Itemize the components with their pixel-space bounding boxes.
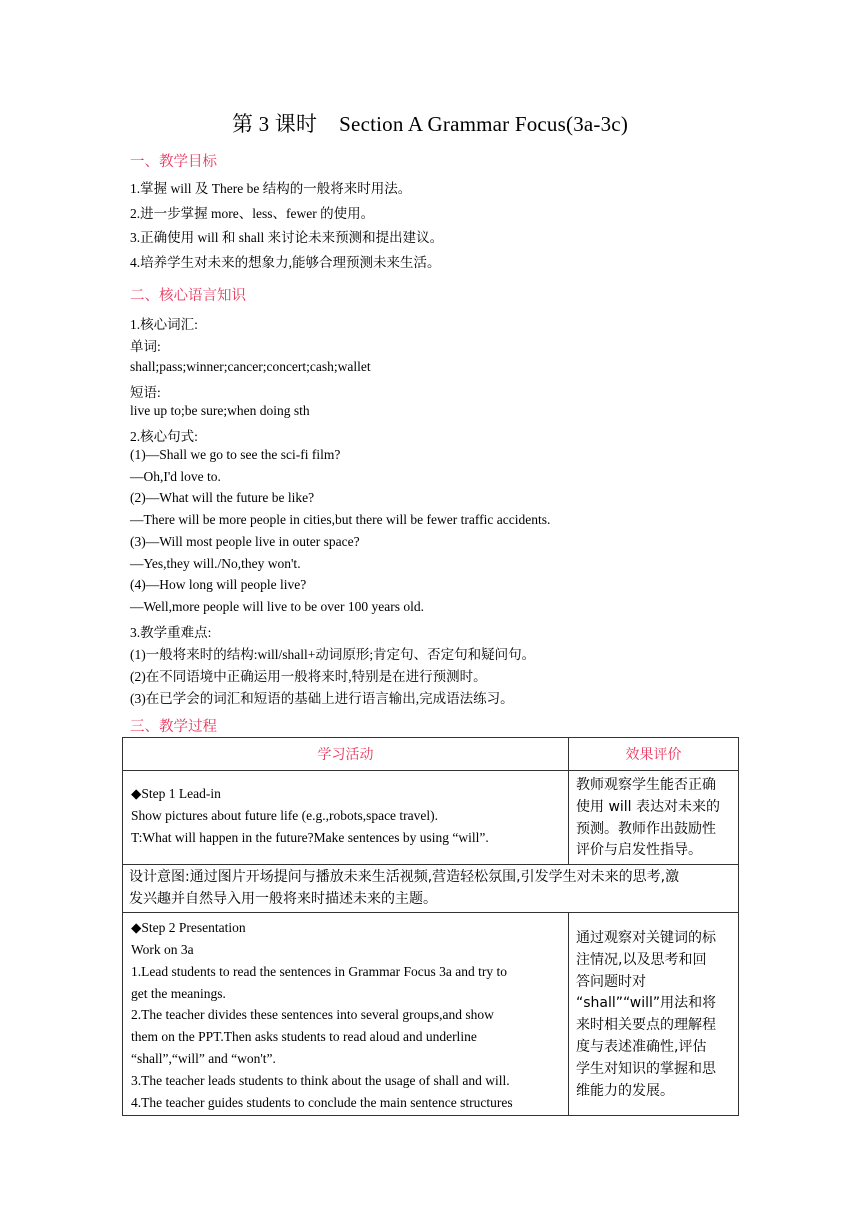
objective-item: 4.培养学生对未来的想象力,能够合理预测未来生活。 xyxy=(130,255,441,270)
step1-line: ◆Step 1 Lead-in xyxy=(131,786,221,801)
knowledge-line: live up to;be sure;when doing sth xyxy=(130,403,310,418)
step1-activity xyxy=(123,771,569,865)
column-header-evaluation: 效果评价 xyxy=(569,738,739,771)
knowledge-line: (1)一般将来时的结构:will/shall+动词原形;肯定句、否定句和疑问句。 xyxy=(130,647,536,662)
step2-eval-line: 通过观察对关键词的标 xyxy=(576,930,716,947)
knowledge-line: —There will be more people in cities,but there will be fewer traffic accidents. xyxy=(130,512,551,527)
section-heading-process: 三、教学过程 xyxy=(130,719,217,735)
step2-line: them on the PPT.Then asks students to read aloud and underline xyxy=(131,1029,477,1045)
step1-eval-line: 评价与启发性指导。 xyxy=(576,842,702,859)
teaching-process-table xyxy=(122,737,739,1116)
knowledge-line: 1.核心词汇: xyxy=(130,317,198,332)
knowledge-line: (1)—Shall we go to see the sci-fi film? xyxy=(130,447,341,462)
step2-line: 1.Lead students to read the sentences in Grammar Focus 3a and try to xyxy=(131,963,508,979)
design-intent xyxy=(123,865,739,913)
design-line: 设计意图:通过图片开场提问与播放未来生活视频,营造轻松氛围,引发学生对未来的思考,激 xyxy=(129,869,680,886)
step2-line: get the meanings. xyxy=(131,985,226,1001)
design-line: 发兴趣并自然导入用一般将来时描述未来的主题。 xyxy=(129,890,437,907)
step1-line: Show pictures about future life (e.g.,robots,space travel). xyxy=(131,807,439,823)
knowledge-line: (2)—What will the future be like? xyxy=(130,490,315,505)
lesson-section: Section A Grammar Focus(3a-3c) xyxy=(339,112,629,136)
knowledge-line: —Yes,they will./No,they won't. xyxy=(130,556,301,571)
table-row-step1 xyxy=(123,771,739,865)
step2-eval-line: 学生对知识的掌握和思 xyxy=(576,1060,716,1077)
knowledge-line: 3.教学重难点: xyxy=(130,625,212,640)
objective-item: 2.进一步掌握 more、less、fewer 的使用。 xyxy=(130,206,375,221)
step2-eval-line: 度与表述准确性,评估 xyxy=(576,1039,707,1056)
knowledge-line: 短语: xyxy=(130,385,161,400)
objective-item: 1.掌握 will 及 There be 结构的一般将来时用法。 xyxy=(130,181,412,196)
step2-eval-line: “shall”“will”用法和将 xyxy=(576,995,717,1012)
table-header-row xyxy=(123,738,739,771)
knowledge-line: (2)在不同语境中正确运用一般将来时,特别是在进行预测时。 xyxy=(130,669,487,684)
step2-activity xyxy=(123,913,569,1116)
step2-line: “shall”,“will” and “won't”. xyxy=(131,1050,276,1066)
step2-evaluation xyxy=(569,913,739,1116)
step2-line: 4.The teacher guides students to conclude the main sentence structures xyxy=(131,1094,513,1110)
step1-eval-line: 使用 will 表达对未来的 xyxy=(576,798,721,815)
section-heading-objectives: 一、教学目标 xyxy=(130,154,217,170)
step1-eval-line: 教师观察学生能否正确 xyxy=(576,777,716,793)
knowledge-line: —Oh,I'd love to. xyxy=(130,469,221,484)
knowledge-line: 单词: xyxy=(130,339,161,354)
knowledge-line: (3)在已学会的词汇和短语的基础上进行语言输出,完成语法练习。 xyxy=(130,691,514,706)
table-row-design-intent xyxy=(123,865,739,913)
knowledge-line: (4)—How long will people live? xyxy=(130,577,307,592)
column-header-activity: 学习活动 xyxy=(123,738,569,771)
step2-eval-line: 维能力的发展。 xyxy=(576,1082,674,1099)
table-row-step2 xyxy=(123,913,739,1116)
lesson-title xyxy=(0,108,860,138)
step2-eval-line: 答问题时对 xyxy=(576,973,646,990)
step1-eval-line: 预测。教师作出鼓励性 xyxy=(576,820,716,837)
knowledge-line: 2.核心句式: xyxy=(130,429,198,444)
step1-line: T:What will happen in the future?Make sentences by using “will”. xyxy=(131,829,489,845)
knowledge-line: —Well,more people will live to be over 100 years old. xyxy=(130,599,424,614)
step2-eval-line: 来时相关要点的理解程 xyxy=(576,1017,716,1034)
knowledge-line: (3)—Will most people live in outer space? xyxy=(130,534,360,549)
step2-line: 2.The teacher divides these sentences into several groups,and show xyxy=(131,1007,494,1023)
step2-line: 3.The teacher leads students to think about the usage of shall and will. xyxy=(131,1072,510,1088)
section-heading-core-knowledge: 二、核心语言知识 xyxy=(130,288,246,304)
objective-item: 3.正确使用 will 和 shall 来讨论未来预测和提出建议。 xyxy=(130,230,444,245)
lesson-number: 第 3 课时 xyxy=(231,112,318,136)
step2-eval-line: 注情况,以及思考和回 xyxy=(576,951,707,968)
step1-evaluation xyxy=(569,771,739,865)
step2-line: ◆Step 2 Presentation xyxy=(131,920,246,936)
knowledge-line: shall;pass;winner;cancer;concert;cash;wallet xyxy=(130,359,371,374)
step2-line: Work on 3a xyxy=(131,941,194,957)
